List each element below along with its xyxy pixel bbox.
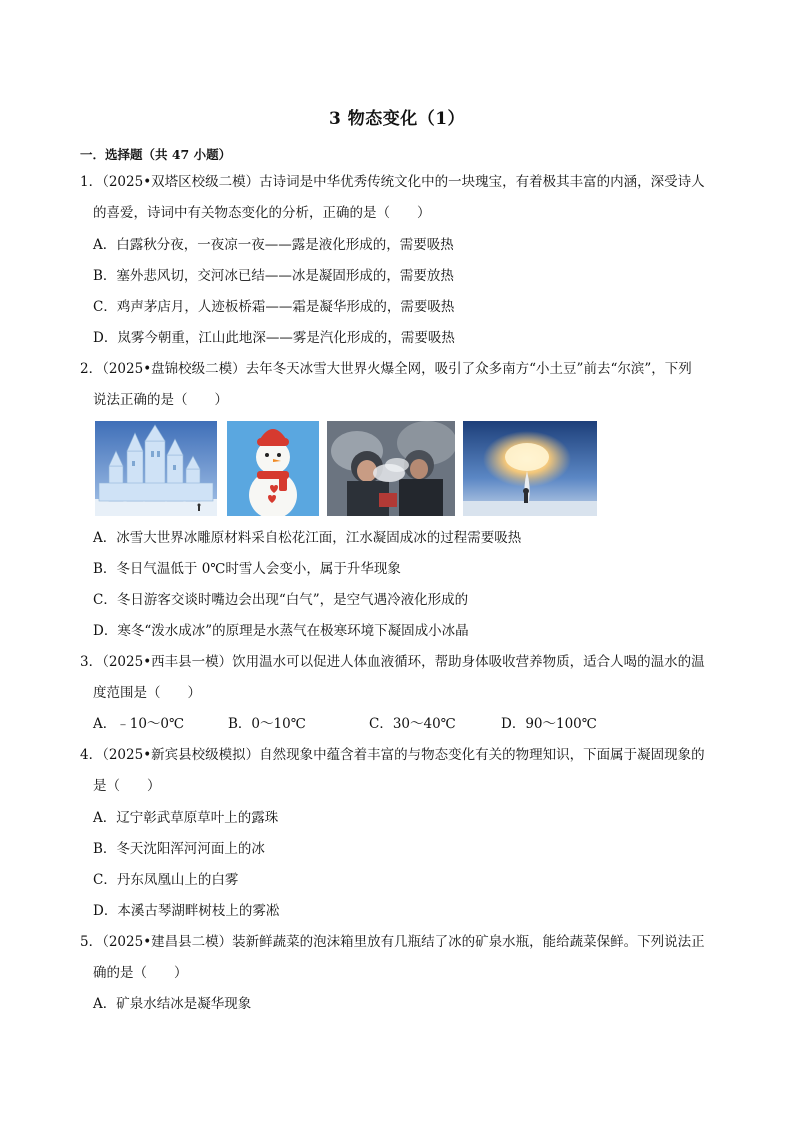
ice-castle-image [95, 421, 217, 516]
q1-option-c: C．鸡声茅店月，人迹板桥霜——霜是凝华形成的，需要吸热 [93, 299, 455, 315]
q1-option-d: D．岚雾今朝重，江山此地深——雾是汽化形成的，需要吸热 [93, 330, 455, 346]
q1-option-a: A．白露秋分夜，一夜凉一夜——露是液化形成的，需要吸热 [93, 237, 454, 253]
q3-stem-line1: 3．（2025•西丰县一模）饮用温水可以促进人体血液循环，帮助身体吸收营养物质，适合人喝的温水的温 [80, 654, 705, 670]
q2-option-c: C．冬日游客交谈时嘴边会出现“白气”，是空气遇冷液化形成的 [93, 592, 469, 608]
q4-option-c: C．丹东凤凰山上的白雾 [93, 872, 239, 888]
q2-stem-line1: 2．（2025•盘锦校级二模）去年冬天冰雪大世界火爆全网，吸引了众多南方“小土豆”前去“尔滨”，下列 [80, 361, 692, 377]
boiling-water-freeze-image [463, 421, 597, 516]
q3-option-c: C．30～40℃ [369, 716, 456, 732]
q4-stem-line1: 4．（2025•新宾县校级模拟）自然现象中蕴含着丰富的与物态变化有关的物理知识，下面属于凝固现象的 [80, 747, 705, 763]
q2-option-b: B．冬日气温低于 0℃时雪人会变小，属于升华现象 [93, 561, 401, 577]
page-title: 3 物态变化（1） [328, 109, 466, 129]
snowman-image [227, 421, 319, 516]
q2-option-d: D．寒冬“泼水成冰”的原理是水蒸气在极寒环境下凝固成小冰晶 [93, 623, 469, 639]
q2-stem-line2: 说法正确的是（ ） [93, 392, 228, 408]
q5-stem-line2: 确的是（ ） [93, 965, 188, 981]
q4-option-b: B．冬天沈阳浑河河面上的冰 [93, 841, 265, 857]
q3-option-b: B．0～10℃ [228, 716, 306, 732]
q5-stem-line1: 5．（2025•建昌县二模）装新鲜蔬菜的泡沫箱里放有几瓶结了冰的矿泉水瓶，能给蔬菜保鲜。下列说法正 [80, 934, 705, 950]
q3-option-a: A．﹣10～0℃ [93, 716, 185, 732]
q5-option-a: A．矿泉水结冰是凝华现象 [93, 996, 252, 1012]
q4-option-d: D．本溪古琴湖畔树枝上的雾凇 [93, 903, 280, 919]
q1-option-b: B．塞外悲风切，交河冰已结——冰是凝固形成的，需要放热 [93, 268, 454, 284]
q4-option-a: A．辽宁彰武草原草叶上的露珠 [93, 810, 279, 826]
q1-stem-line2: 的喜爱，诗词中有关物态变化的分析，正确的是（ ） [93, 205, 431, 221]
q3-stem-line2: 度范围是（ ） [93, 685, 201, 701]
q3-option-d: D．90～100℃ [501, 716, 597, 732]
q2-option-a: A．冰雪大世界冰雕原材料采自松花江面，江水凝固成冰的过程需要吸热 [93, 530, 522, 546]
crowd-breath-image [327, 421, 455, 516]
q1-stem-line1: 1．（2025•双塔区校级二模）古诗词是中华优秀传统文化中的一块瑰宝，有着极其丰富的内涵，深受诗人 [80, 174, 705, 190]
section-heading: 一．选择题（共 47 小题） [80, 147, 232, 162]
q4-stem-line2: 是（ ） [93, 778, 161, 794]
